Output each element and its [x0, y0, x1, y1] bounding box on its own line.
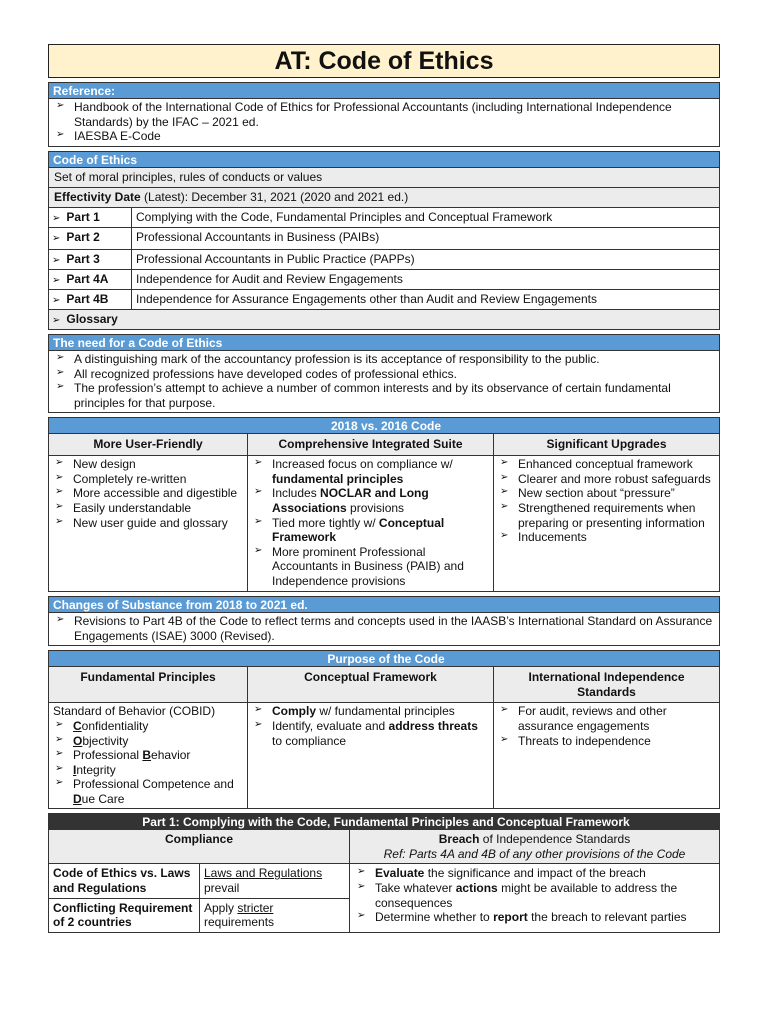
changes-section [48, 596, 720, 646]
page [48, 44, 720, 933]
principle-item: ➢ Professional Competence and Due Care [53, 777, 243, 806]
list-item: ➢ New user guide and glossary [53, 516, 243, 531]
compliance-header: Compliance [49, 830, 349, 864]
list-item: ➢ Evaluate the significance and impact of the breach [355, 866, 714, 881]
reference-header: Reference: [48, 82, 720, 99]
part-row: ➢ Part 4A Independence for Audit and Review Engagements [48, 270, 720, 290]
list-item: ➢ Easily understandable [53, 501, 243, 516]
page-title: AT: Code of Ethics [48, 44, 720, 78]
list-item: ➢ Threats to independence [498, 734, 715, 749]
col-header: Fundamental Principles [49, 667, 248, 702]
principle-item: ➢ Integrity [53, 763, 243, 778]
part1-header: Part 1: Complying with the Code, Fundamental Principles and Conceptual Framework [48, 813, 720, 830]
list-item: ➢ For audit, reviews and other assurance engagements [498, 704, 715, 733]
list-item: ➢ Clearer and more robust safeguards [498, 472, 715, 487]
list-item: ➢ Includes NOCLAR and Long Associations provisions [252, 486, 489, 515]
part-row: ➢ Part 2 Professional Accountants in Business (PAIBs) [48, 228, 720, 250]
glossary-row: ➢ Glossary [48, 310, 720, 330]
list-item: ➢ Strengthened requirements when preparing or presenting information [498, 501, 715, 530]
principle-item: ➢ Objectivity [53, 734, 243, 749]
part1-section [48, 813, 720, 933]
reference-item: ➢ IAESBA E-Code [54, 129, 714, 144]
cobid-label: Standard of Behavior (COBID) [53, 704, 216, 719]
col-header: Conceptual Framework [248, 667, 494, 702]
principle-item: ➢ Professional Behavior [53, 748, 243, 763]
col-header: Significant Upgrades [546, 437, 667, 452]
need-item: ➢ The profession’s attempt to achieve a number of common interests and by its observance of certain fundamental principles for that purpose. [54, 381, 714, 410]
table-row: Code of Ethics vs. Laws and Regulations Laws and Regulations prevail [49, 864, 349, 898]
purpose-section [48, 650, 720, 809]
list-item: ➢ New section about “pressure” [498, 486, 715, 501]
reference-item: ➢ Handbook of the International Code of Ethics for Professional Accountants (including International Independence Standards) by the IFAC – 2021 ed. [54, 100, 714, 129]
list-item: ➢ Tied more tightly w/ Conceptual Framework [252, 516, 489, 545]
effectivity-row: Effectivity Date (Latest): December 31, 2021 (2020 and 2021 ed.) [48, 188, 720, 208]
definition-row: Set of moral principles, rules of conducts or values [48, 168, 720, 188]
changes-item: ➢ Revisions to Part 4B of the Code to reflect terms and concepts used in the IAASB’s International Standard on Assurance Engagements (ISAE) 3000 (Revised). [54, 614, 714, 643]
need-header: The need for a Code of Ethics [48, 334, 720, 351]
comparison-section [48, 417, 720, 592]
list-item: ➢ Increased focus on compliance w/ fundamental principles [252, 457, 489, 486]
part-row: ➢ Part 3 Professional Accountants in Public Practice (PAPPs) [48, 250, 720, 270]
list-item: ➢ Identify, evaluate and address threats to compliance [252, 719, 489, 748]
comparison-header: 2018 vs. 2016 Code [48, 417, 720, 434]
list-item: ➢ Take whatever actions might be available to address the consequences [355, 881, 714, 910]
purpose-header: Purpose of the Code [48, 650, 720, 667]
need-item: ➢ A distinguishing mark of the accountancy profession is its acceptance of responsibility to the public. [54, 352, 714, 367]
table-row: Conflicting Requirement of 2 countries Apply stricter requirements [49, 899, 349, 932]
list-item: ➢ Comply w/ fundamental principles [252, 704, 489, 719]
list-item: ➢ Inducements [498, 530, 715, 545]
part-row: ➢ Part 1 Complying with the Code, Fundamental Principles and Conceptual Framework [48, 208, 720, 228]
changes-header: Changes of Substance from 2018 to 2021 ed. [48, 596, 720, 613]
list-item: ➢ More prominent Professional Accountants in Business (PAIB) and Independence provisions [252, 545, 489, 589]
list-item: ➢ More accessible and digestible [53, 486, 243, 501]
principle-item: ➢ Confidentiality [53, 719, 243, 734]
breach-header: Breach of Independence Standards Ref: Parts 4A and 4B of any other provisions of the Code [350, 830, 719, 864]
col-header: International Independence Standards [528, 670, 685, 699]
code-of-ethics-header: Code of Ethics [48, 151, 720, 168]
need-section [48, 334, 720, 414]
code-of-ethics-section [48, 151, 720, 330]
reference-section [48, 82, 720, 147]
col-header: More User-Friendly [49, 434, 248, 455]
need-item: ➢ All recognized professions have developed codes of professional ethics. [54, 367, 714, 382]
part-row: ➢ Part 4B Independence for Assurance Engagements other than Audit and Review Engagements [48, 290, 720, 310]
list-item: ➢ Completely re-written [53, 472, 243, 487]
list-item: ➢ Enhanced conceptual framework [498, 457, 715, 472]
list-item: ➢ New design [53, 457, 243, 472]
col-header: Comprehensive Integrated Suite [248, 434, 494, 455]
list-item: ➢ Determine whether to report the breach to relevant parties [355, 910, 714, 925]
